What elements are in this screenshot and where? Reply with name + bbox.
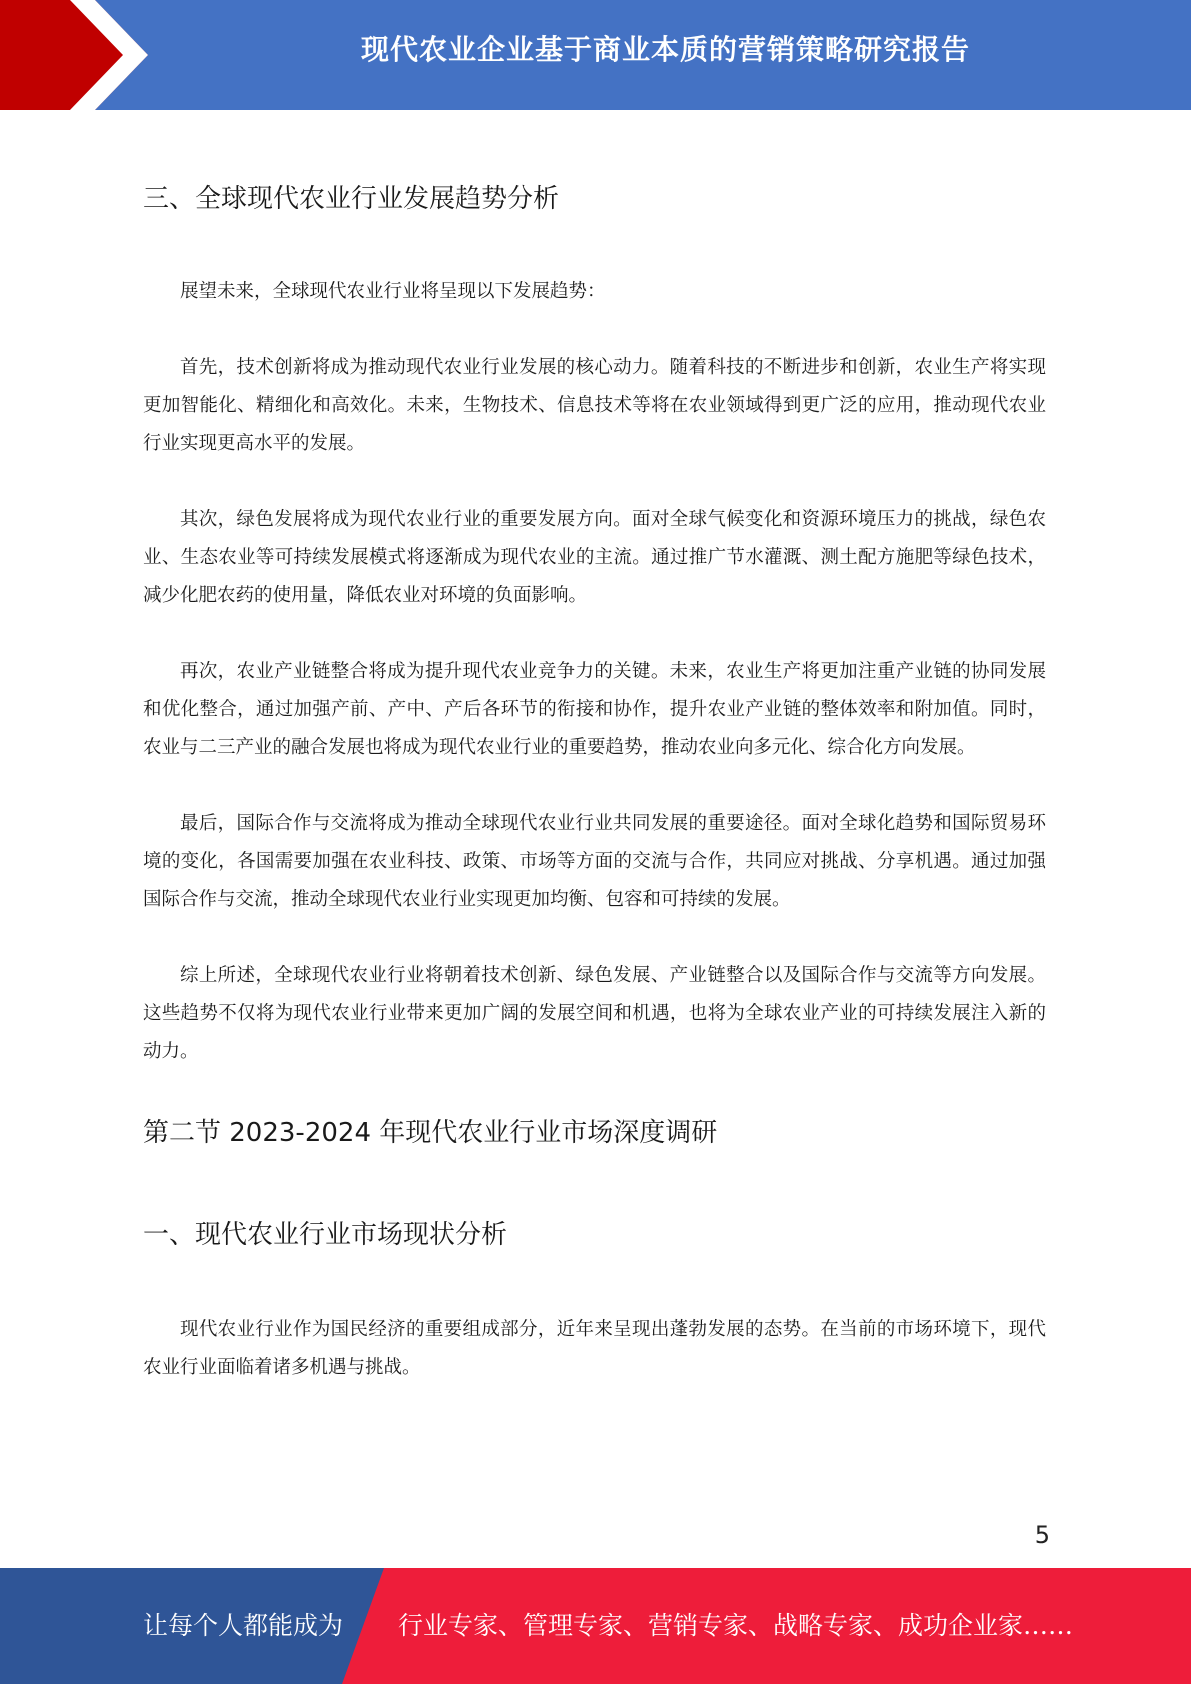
paragraph: 最后，国际合作与交流将成为推动全球现代农业行业共同发展的重要途径。面对全球化趋势和国际贸易环境的变化，各国需要加强在农业科技、政策、市场等方面的交流与合作，共同应对挑战、分享机遇。通过加强国际合作与交流，推动全球现代农业行业实现更加均衡、包容和可持续的发展。 [143,813,1046,910]
section-heading-market-status: 一、现代农业行业市场现状分析 [143,1220,508,1250]
page-header [0,0,1191,110]
footer-slogan-right: 行业专家、管理专家、营销专家、战略专家、成功企业家…… [398,1611,1074,1640]
header-title: 现代农业企业基于商业本质的营销策略研究报告 [360,33,970,66]
paragraph: 首先，技术创新将成为推动现代农业行业发展的核心动力。随着科技的不断进步和创新，农业生产将实现更加智能化、精细化和高效化。未来，生物技术、信息技术等将在农业领域得到更广泛的应用，推动现代农业行业实现更高水平的发展。 [143,357,1046,454]
section-heading-global-trends: 三、全球现代农业行业发展趋势分析 [143,184,560,214]
paragraph: 现代农业行业作为国民经济的重要组成部分，近年来呈现出蓬勃发展的态势。在当前的市场环境下，现代农业行业面临着诸多机遇与挑战。 [143,1319,1046,1378]
header-chevron-decoration [0,0,160,110]
paragraph: 再次，农业产业链整合将成为提升现代农业竞争力的关键。未来，农业生产将更加注重产业链的协同发展和优化整合，通过加强产前、产中、产后各环节的衔接和协作，提升农业产业链的整体效率和附加值。同时，农业与二三产业的融合发展也将成为现代农业行业的重要趋势，推动农业向多元化、综合化方向发展。 [143,661,1046,758]
footer-slogan-left: 让每个人都能成为 [143,1611,344,1640]
page-footer [0,1568,1191,1684]
paragraph: 综上所述，全球现代农业行业将朝着技术创新、绿色发展、产业链整合以及国际合作与交流等方向发展。这些趋势不仅将为现代农业行业带来更加广阔的发展空间和机遇，也将为全球农业产业的可持续发展注入新的动力。 [143,965,1046,1062]
paragraph: 展望未来，全球现代农业行业将呈现以下发展趋势： [180,281,606,302]
page-number: 5 [1034,1521,1050,1549]
page-content [143,175,1046,1387]
chapter-heading: 第二节 2023-2024 年现代农业行业市场深度调研 [143,1118,718,1148]
paragraph: 其次，绿色发展将成为现代农业行业的重要发展方向。面对全球气候变化和资源环境压力的挑战，绿色农业、生态农业等可持续发展模式将逐渐成为现代农业的主流。通过推广节水灌溉、测土配方施肥等绿色技术，减少化肥农药的使用量，降低农业对环境的负面影响。 [143,509,1046,606]
